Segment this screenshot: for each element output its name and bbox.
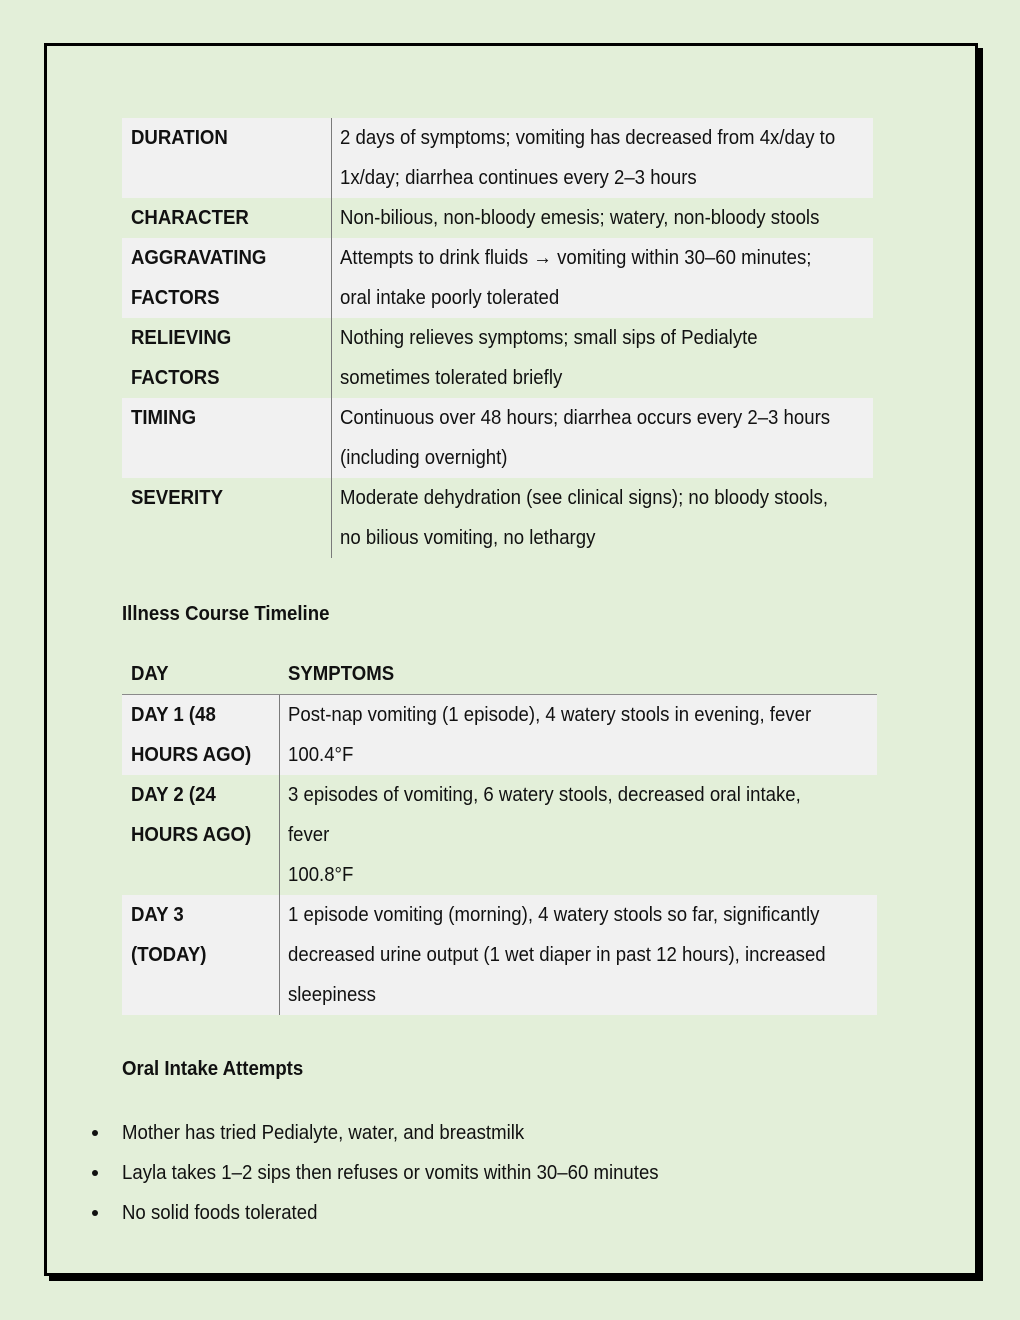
row-value-line: 1x/day; diarrhea continues every 2–3 hours: [340, 167, 697, 189]
header-symptoms: [280, 654, 877, 694]
row-label-cell: [122, 238, 332, 318]
list-item: [122, 1193, 975, 1233]
row-label-cell: [122, 318, 332, 398]
document-content: [122, 120, 975, 1233]
bullet-icon: [92, 1130, 98, 1136]
table-row: [122, 895, 877, 1015]
day-cell: [122, 775, 280, 895]
symptom-characteristics-table: [122, 118, 873, 558]
table-row: [122, 238, 873, 318]
row-label-cell: [122, 478, 332, 558]
list-item-text: Mother has tried Pedialyte, water, and breastmilk: [122, 1122, 525, 1144]
row-value-cell: [332, 238, 873, 318]
row-value-line: no bilious vomiting, no lethargy: [340, 527, 596, 549]
row-value-cell: [332, 478, 873, 558]
row-label: AGGRAVATING: [131, 247, 267, 269]
day-label: HOURS AGO): [131, 744, 252, 766]
table-header-row: [122, 654, 877, 695]
day-cell: [122, 895, 280, 1015]
row-label: CHARACTER: [131, 207, 249, 229]
table-row: [122, 775, 877, 895]
day-label: DAY 1 (48: [131, 704, 216, 726]
row-value-cell: [332, 318, 873, 398]
row-value-cell: [332, 398, 873, 478]
table-row: [122, 398, 873, 478]
symptom-line: Post-nap vomiting (1 episode), 4 watery stools in evening, fever: [288, 704, 812, 726]
symptom-line: 100.8°F: [288, 864, 354, 886]
row-label: TIMING: [131, 407, 197, 429]
row-value-cell: [332, 198, 873, 238]
row-value-cell: [332, 118, 873, 198]
row-value-line: sometimes tolerated briefly: [340, 367, 563, 389]
list-item-text: No solid foods tolerated: [122, 1202, 318, 1224]
table-row: [122, 478, 873, 558]
row-label: RELIEVING: [131, 327, 232, 349]
row-label-cell: [122, 118, 332, 198]
symptoms-cell: [280, 895, 877, 1015]
bullet-icon: [92, 1170, 98, 1176]
table-row: [122, 198, 873, 238]
symptom-line: 3 episodes of vomiting, 6 watery stools, decreased oral intake, fever: [288, 784, 801, 846]
row-label-cell: [122, 398, 332, 478]
bullet-icon: [92, 1210, 98, 1216]
list-item: [122, 1153, 975, 1193]
symptom-line: 1 episode vomiting (morning), 4 watery stools so far, significantly: [288, 904, 820, 926]
row-label: DURATION: [131, 127, 228, 149]
symptom-line: sleepiness: [288, 984, 376, 1006]
table-row: [122, 318, 873, 398]
header-day: [122, 654, 280, 694]
row-value-line: oral intake poorly tolerated: [340, 287, 560, 309]
row-value-line: 2 days of symptoms; vomiting has decreased from 4x/day to: [340, 127, 836, 149]
row-value-line: Attempts to drink fluids → vomiting within 30–60 minutes;: [340, 247, 812, 269]
row-label: FACTORS: [131, 367, 220, 389]
list-item-text: Layla takes 1–2 sips then refuses or vomits within 30–60 minutes: [122, 1162, 659, 1184]
day-label: HOURS AGO): [131, 824, 252, 846]
oral-intake-list: [122, 1113, 975, 1233]
column-header: DAY: [131, 663, 169, 685]
row-label-cell: [122, 198, 332, 238]
day-label: DAY 2 (24: [131, 784, 216, 806]
illness-timeline-table: [122, 654, 877, 1015]
table-row: [122, 118, 873, 198]
column-header: SYMPTOMS: [288, 663, 395, 685]
row-label: SEVERITY: [131, 487, 223, 509]
day-label: (TODAY): [131, 944, 207, 966]
timeline-heading: Illness Course Timeline: [122, 603, 330, 625]
row-value-line: Continuous over 48 hours; diarrhea occurs every 2–3 hours: [340, 407, 831, 429]
oral-intake-heading: Oral Intake Attempts: [122, 1058, 304, 1080]
symptoms-cell: [280, 695, 877, 775]
document-page: [44, 43, 978, 1276]
day-cell: [122, 695, 280, 775]
row-value-line: (including overnight): [340, 447, 508, 469]
row-value-line: Non-bilious, non-bloody emesis; watery, non-bloody stools: [340, 207, 820, 229]
symptom-line: 100.4°F: [288, 744, 354, 766]
row-value-line: Nothing relieves symptoms; small sips of Pedialyte: [340, 327, 758, 349]
symptom-line: decreased urine output (1 wet diaper in past 12 hours), increased: [288, 944, 826, 966]
table-row: [122, 695, 877, 775]
row-value-line: Moderate dehydration (see clinical signs); no bloody stools,: [340, 487, 829, 509]
symptoms-cell: [280, 775, 877, 895]
row-label: FACTORS: [131, 287, 220, 309]
list-item: [122, 1113, 975, 1153]
day-label: DAY 3: [131, 904, 184, 926]
